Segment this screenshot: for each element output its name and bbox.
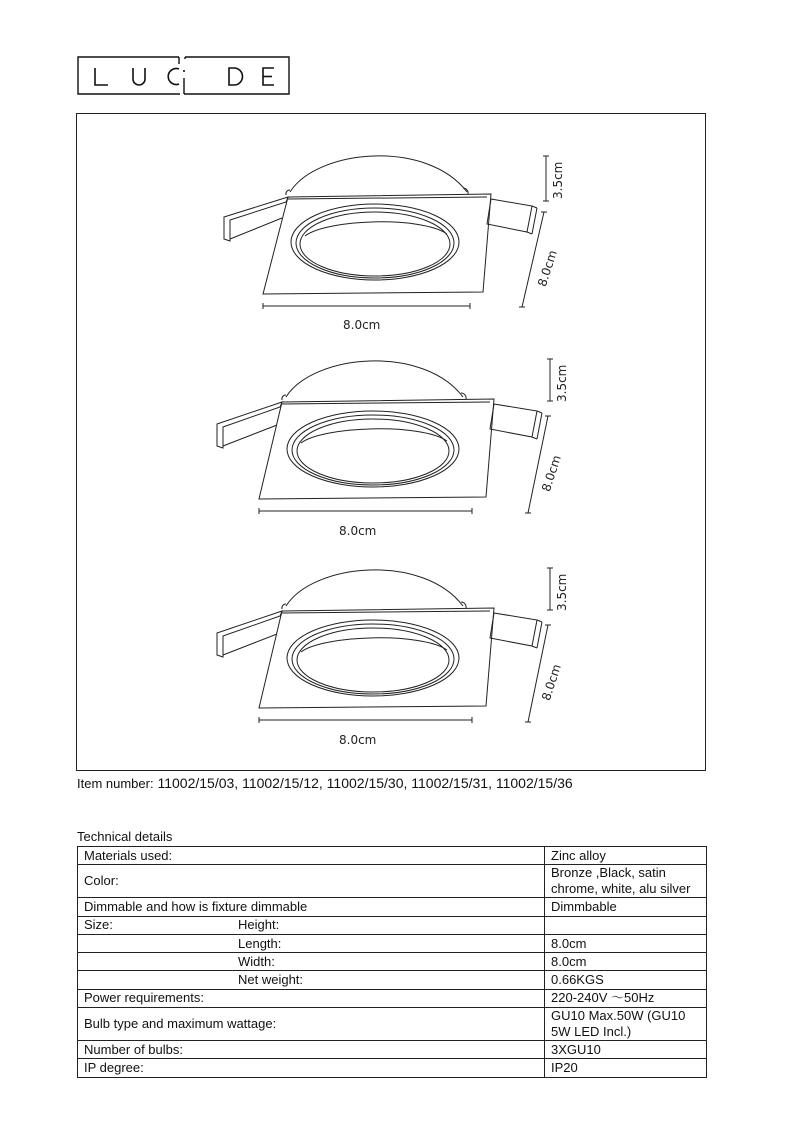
fixture-outline-icon <box>77 560 707 770</box>
table-row <box>78 1041 707 1059</box>
table-row <box>78 916 707 934</box>
technical-details-table <box>77 846 707 1078</box>
fixture-outline-icon <box>77 144 707 354</box>
table-row <box>78 989 707 1007</box>
fixture-drawing-2 <box>77 351 707 561</box>
item-number-values: 11002/15/03, 11002/15/12, 11002/15/30, 11002/15/31, 11002/15/36 <box>157 775 573 791</box>
spec-label-group <box>78 916 545 934</box>
spec-value: 220-240V 〜50Hz <box>545 989 707 1007</box>
spec-label: Power requirements: <box>78 989 545 1007</box>
spec-value: GU10 Max.50W (GU10 5W LED Incl.) <box>545 1008 707 1041</box>
item-number-label: Item number: <box>77 776 154 791</box>
table-row <box>78 865 707 898</box>
table-row <box>78 1008 707 1041</box>
spec-label: IP degree: <box>78 1059 545 1077</box>
depth-dimension-label: 8.0cm <box>539 453 564 494</box>
spec-value: 3XGU10 <box>545 1041 707 1059</box>
spec-sub-label: Height: <box>238 917 280 933</box>
spec-label: Dimmable and how is fixture dimmable <box>78 898 545 916</box>
technical-details-title: Technical details <box>77 829 173 844</box>
spec-value: Zinc alloy <box>545 847 707 865</box>
table-row <box>78 953 707 971</box>
width-dimension-label: 8.0cm <box>339 733 377 747</box>
spec-label: Materials used: <box>78 847 545 865</box>
table-row <box>78 847 707 865</box>
depth-dimension-label: 8.0cm <box>535 248 560 289</box>
spec-value: Dimmbable <box>545 898 707 916</box>
spec-value: Bronze ,Black, satin chrome, white, alu silver <box>545 865 707 898</box>
width-dimension-label: 8.0cm <box>343 318 381 332</box>
spec-value: IP20 <box>545 1059 707 1077</box>
spec-sub-label: Length: <box>78 934 545 952</box>
height-dimension-label: 3.5cm <box>551 161 565 199</box>
table-row <box>78 898 707 916</box>
spec-sub-label: Net weight: <box>78 971 545 989</box>
spec-value: 8.0cm <box>545 934 707 952</box>
table-row <box>78 934 707 952</box>
width-dimension-label: 8.0cm <box>339 524 377 538</box>
depth-dimension-label: 8.0cm <box>539 662 564 703</box>
height-dimension-label: 3.5cm <box>555 573 569 611</box>
spec-value <box>545 916 707 934</box>
spec-value: 0.66KGS <box>545 971 707 989</box>
spec-value: 8.0cm <box>545 953 707 971</box>
spec-sub-label: Width: <box>78 953 545 971</box>
table-row <box>78 971 707 989</box>
table-row <box>78 1059 707 1077</box>
spec-label: Size: <box>84 917 113 933</box>
spec-label: Number of bulbs: <box>78 1041 545 1059</box>
fixture-outline-icon <box>77 351 707 561</box>
item-numbers <box>77 775 573 791</box>
fixture-drawing-3 <box>77 560 707 770</box>
spec-label: Color: <box>78 865 545 898</box>
lucide-logo <box>77 56 290 96</box>
technical-drawing-frame <box>76 113 706 771</box>
height-dimension-label: 3.5cm <box>555 364 569 402</box>
fixture-drawing-1 <box>77 144 707 354</box>
spec-label: Bulb type and maximum wattage: <box>78 1008 545 1041</box>
